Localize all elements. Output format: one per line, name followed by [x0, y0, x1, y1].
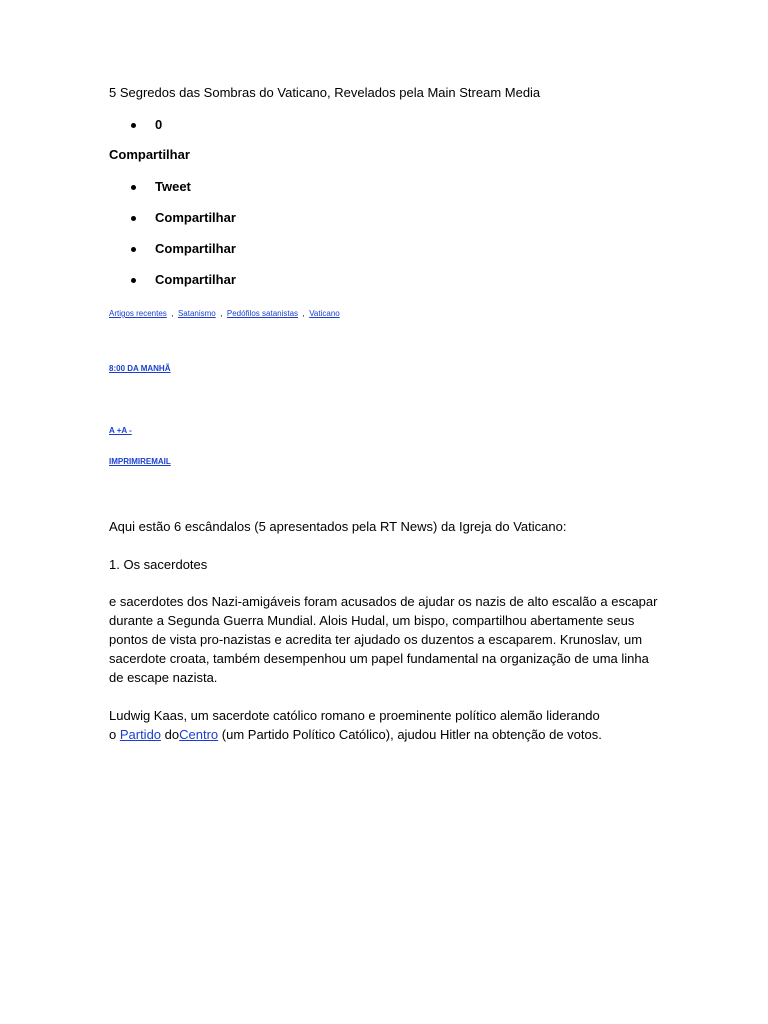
paragraph-2-line-1: Ludwig Kaas, um sacerdote católico romano e proeminente político alemão liderando	[109, 708, 600, 723]
share-item-label[interactable]: Compartilhar	[155, 241, 236, 256]
paragraph-2-suffix: (um Partido Político Católico), ajudou Hitler na obtenção de votos.	[218, 727, 602, 742]
paragraph-1-line-3: pontos de vista pro-nazistas e acredita ter ajudado os duzentos a escaparem. Krunoslav, um	[109, 632, 643, 647]
tag-separator: ,	[171, 309, 174, 318]
paragraph-2-prefix: o	[109, 727, 120, 742]
tag-link-artigos-recentes[interactable]: Artigos recentes	[109, 309, 167, 318]
bullet-icon	[131, 247, 136, 252]
bullet-icon	[131, 123, 136, 128]
paragraph-1-line-2: durante a Segunda Guerra Mundial. Alois Hudal, um bispo, compartilhou abertamente seus	[109, 613, 635, 628]
tag-link-pedofilos-satanistas[interactable]: Pedófilos satanistas	[226, 309, 299, 318]
centro-link[interactable]: Centro	[179, 727, 219, 742]
share-item-label[interactable]: Compartilhar	[155, 272, 236, 287]
tag-separator: ,	[220, 309, 223, 318]
bullet-icon	[131, 216, 136, 221]
tag-link-vaticano[interactable]: Vaticano	[309, 309, 340, 318]
paragraph-2-line-2	[109, 725, 602, 744]
share-item-label[interactable]: Tweet	[155, 179, 191, 194]
paragraph-1-line-5: de escape nazista.	[109, 670, 218, 685]
share-count: 0	[155, 117, 163, 132]
partido-link[interactable]: Partido	[119, 727, 162, 742]
time-link[interactable]: 8:00 DA MANHÃ	[109, 364, 171, 373]
section-heading: 1. Os sacerdotes	[109, 557, 208, 572]
bullet-icon	[131, 185, 136, 190]
print-email-link[interactable]: IMPRIMIREMAIL	[109, 457, 171, 466]
share-item-label[interactable]: Compartilhar	[155, 210, 236, 225]
intro-paragraph: Aqui estão 6 escândalos (5 apresentados pela RT News) da Igreja do Vaticano:	[109, 519, 567, 534]
paragraph-1-line-4: sacerdote croata, também desempenhou um papel fundamental na organização de uma linha	[109, 651, 649, 666]
article-title: 5 Segredos das Sombras do Vaticano, Revelados pela Main Stream Media	[109, 85, 541, 100]
paragraph-1-line-1: e sacerdotes dos Nazi-amigáveis foram acusados de ajudar os nazis de alto escalão a escapar	[109, 594, 658, 609]
tag-link-satanismo[interactable]: Satanismo	[177, 309, 216, 318]
share-label: Compartilhar	[109, 147, 190, 162]
tag-list	[109, 303, 340, 321]
tag-separator: ,	[302, 309, 305, 318]
bullet-icon	[131, 278, 136, 283]
paragraph-2-mid: do	[161, 727, 180, 742]
font-size-link[interactable]: A +A -	[109, 426, 132, 435]
